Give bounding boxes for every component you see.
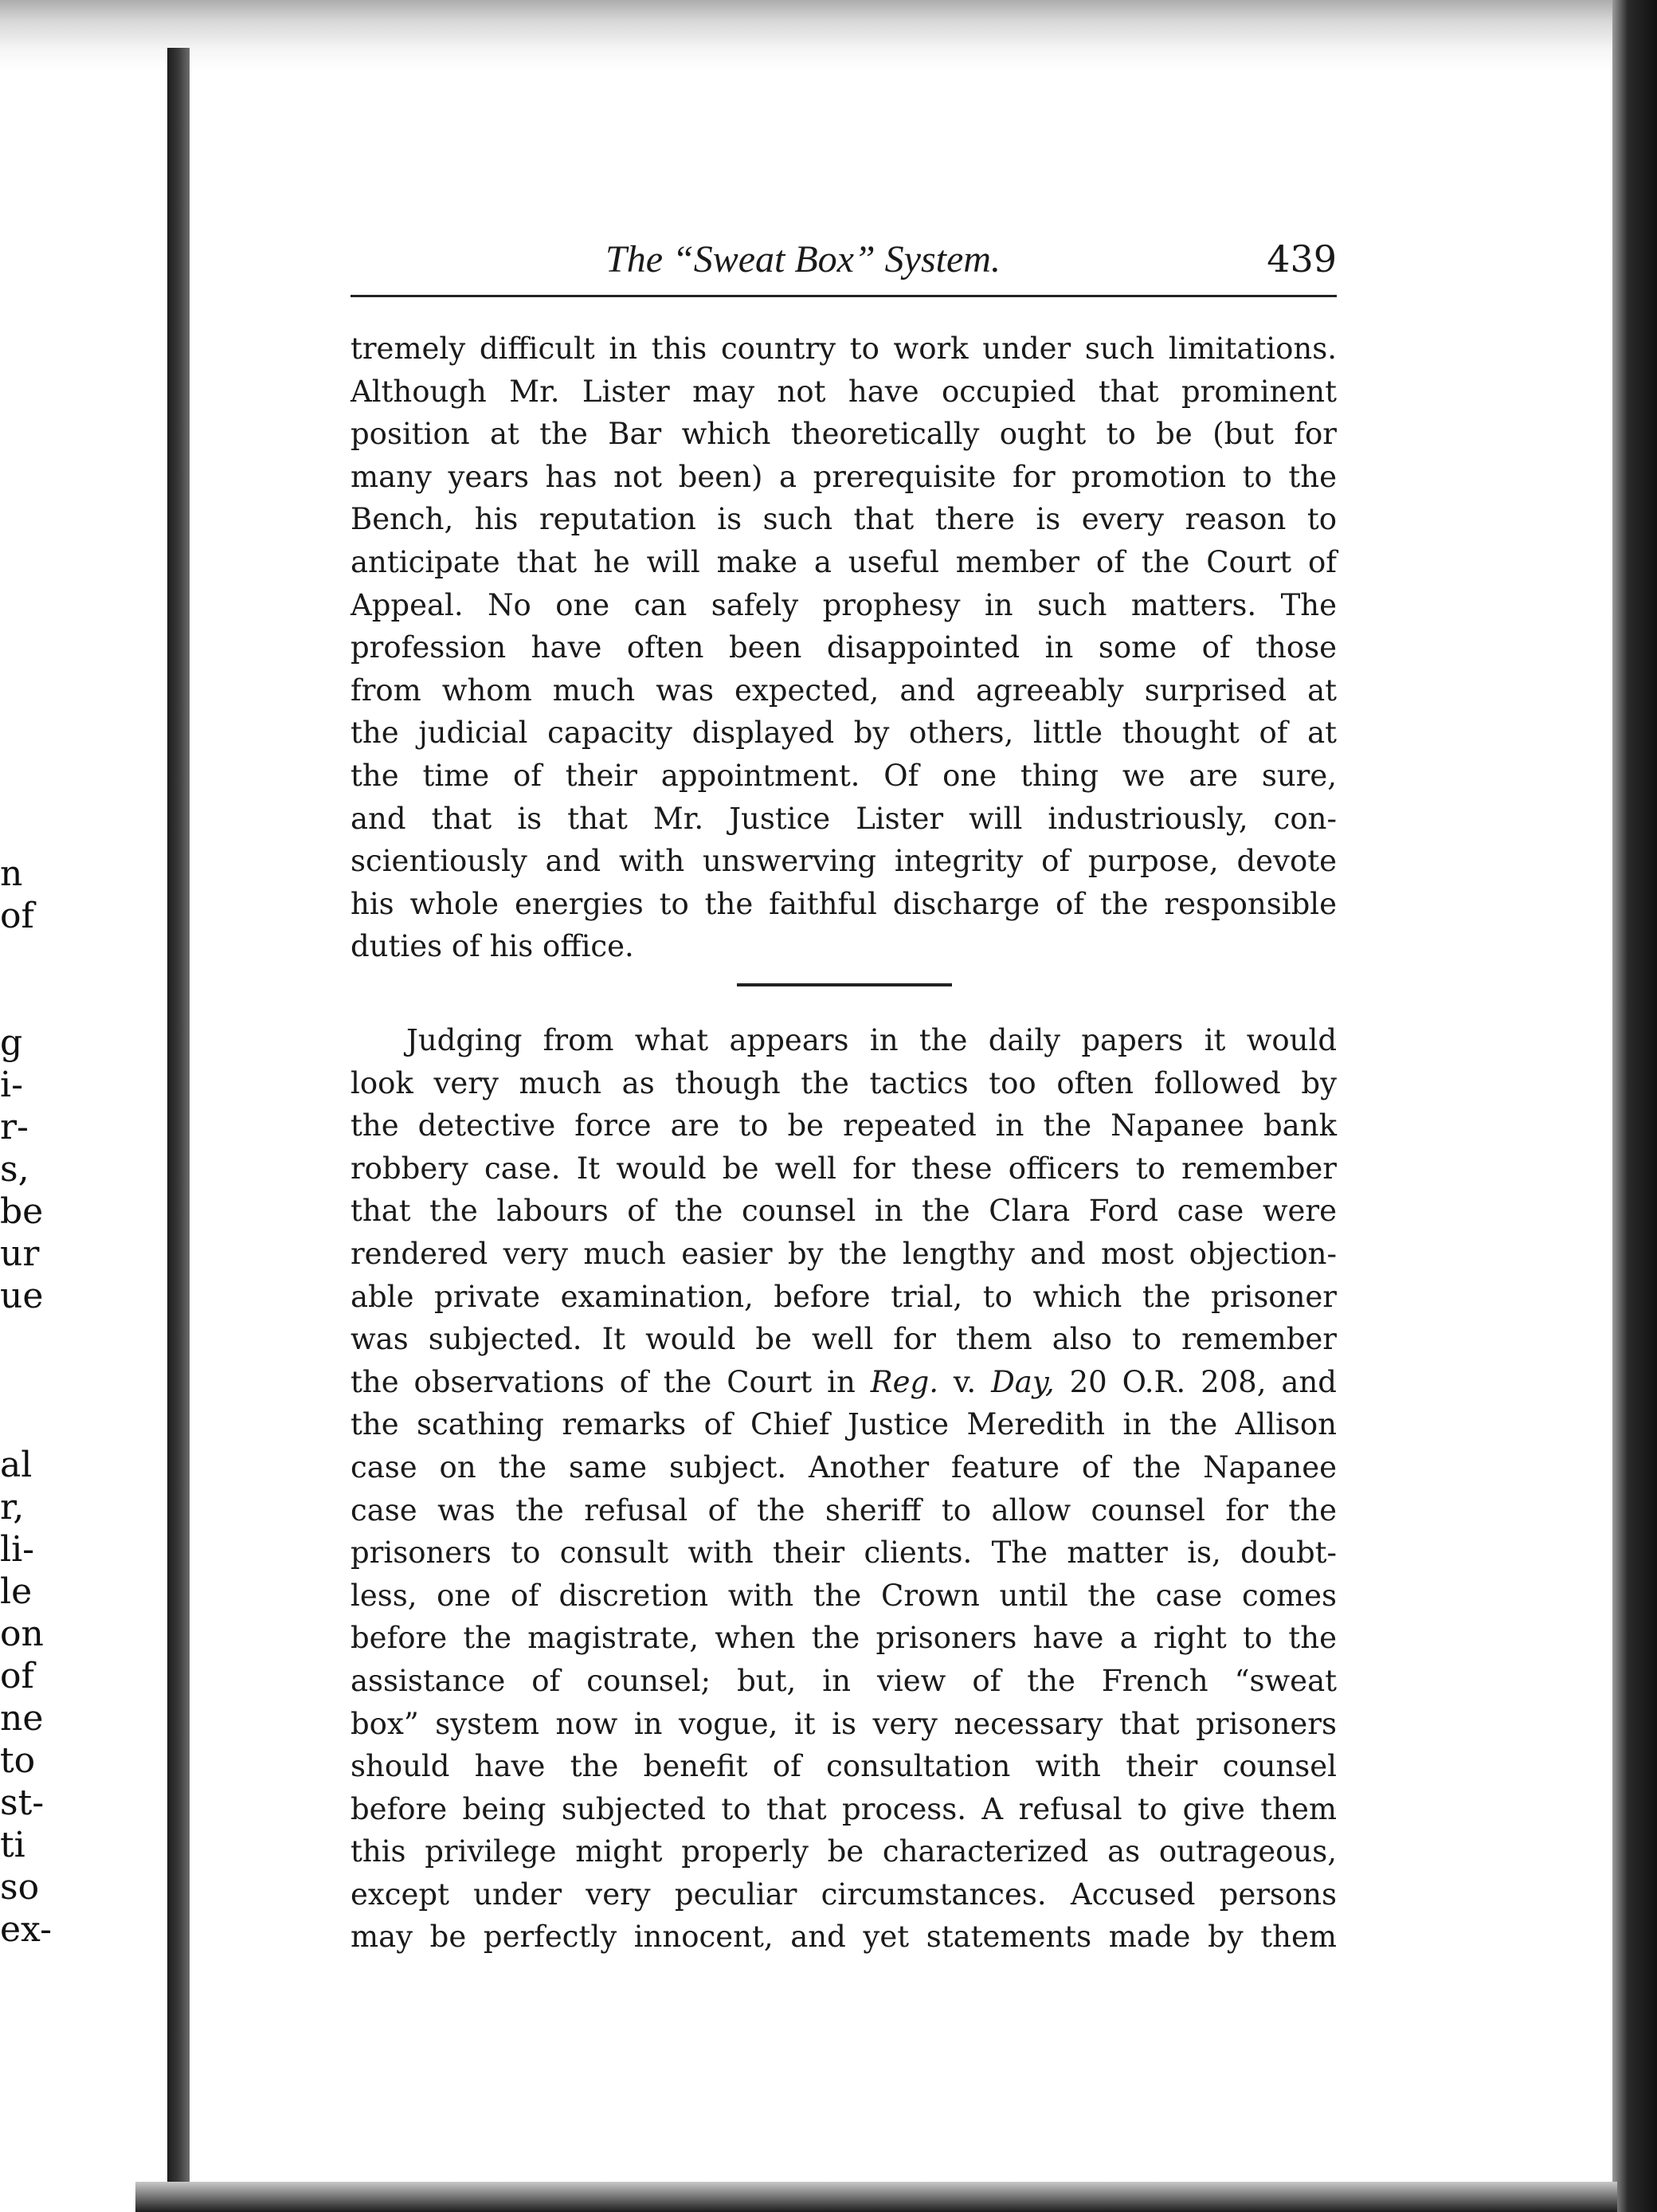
text-line: Bench, his reputation is such that there is every reason to — [351, 502, 1337, 537]
margin-fragment: n — [0, 853, 23, 894]
citation-report: 20 O.R. 208, and — [1054, 1364, 1337, 1399]
text-line: this privilege might properly be characterized as outrageous, — [351, 1834, 1337, 1869]
text-line: box” system now in vogue, it is very necessary that prisoners — [351, 1706, 1337, 1741]
text-line: position at the Bar which theoretically ought to be (but for — [351, 417, 1337, 452]
text-line: except under very peculiar circumstances. Accused persons — [351, 1877, 1337, 1912]
text-line: the judicial capacity displayed by others, little thought of at — [351, 716, 1337, 751]
text-line: the detective force are to be repeated in the Napanee bank — [351, 1108, 1337, 1143]
section-divider — [737, 983, 952, 986]
margin-fragment: of — [0, 896, 34, 936]
margin-fragment: li- — [0, 1529, 35, 1570]
margin-fragment: be — [0, 1191, 44, 1232]
margin-fragment: le — [0, 1571, 33, 1612]
text-line: the scathing remarks of Chief Justice Meredith in the Allison — [351, 1407, 1337, 1442]
text-line: before the magistrate, when the prisoners have a right to the — [351, 1621, 1337, 1656]
text-line: many years has not been) a prerequisite for promotion to the — [351, 459, 1337, 494]
case-name-day: Day, — [991, 1364, 1055, 1399]
margin-fragment: ne — [0, 1698, 44, 1739]
text-line: case on the same subject. Another feature of the Napanee — [351, 1449, 1337, 1484]
text-line: rendered very much easier by the lengthy and most objection- — [351, 1236, 1337, 1271]
margin-fragment: al — [0, 1445, 33, 1485]
text-line: scientiously and with unswerving integrity of purpose, devote — [351, 844, 1337, 879]
text-line: less, one of discretion with the Crown until the case comes — [351, 1578, 1337, 1613]
bottom-page-edge — [135, 2182, 1617, 2212]
citation-text: the observations of the Court in — [351, 1364, 871, 1399]
text-line: his whole energies to the faithful discharge of the responsible — [351, 886, 1337, 921]
margin-fragment: ue — [0, 1276, 44, 1316]
margin-fragment: st- — [0, 1783, 45, 1823]
margin-fragment: of — [0, 1656, 34, 1696]
margin-fragment: on — [0, 1614, 44, 1654]
text-line: Appeal. No one can safely prophesy in such matters. The — [351, 587, 1337, 622]
previous-page-margin-text — [0, 853, 88, 1951]
margin-fragment: s, — [0, 1149, 29, 1190]
text-line: case was the refusal of the sheriff to allow counsel for the — [351, 1492, 1337, 1528]
text-line: duties of his office. — [351, 929, 634, 964]
text-line: was subjected. It would be well for them also to remember — [351, 1322, 1337, 1357]
text-line: prisoners to consult with their clients. The matter is, doubt- — [351, 1535, 1337, 1571]
margin-fragment: ti — [0, 1825, 25, 1865]
margin-fragment: so — [0, 1867, 40, 1908]
text-line: and that is that Mr. Justice Lister will industriously, con- — [351, 801, 1337, 836]
text-line: that the labours of the counsel in the Clara Ford case were — [351, 1194, 1337, 1229]
margin-fragment: i- — [0, 1065, 23, 1105]
scan-top-shadow — [0, 0, 1657, 72]
text-line: before being subjected to that process. A refusal to give them — [351, 1791, 1337, 1826]
text-line: robbery case. It would be well for these officers to remember — [351, 1151, 1337, 1186]
margin-fragment: r- — [0, 1107, 29, 1147]
text-line: able private examination, before trial, to which the prisoner — [351, 1279, 1337, 1314]
running-title: The “Sweat Box” System. — [605, 238, 1001, 280]
margin-fragment: ex- — [0, 1909, 52, 1950]
text-line: look very much as though the tactics too often followed by — [351, 1065, 1337, 1100]
margin-fragment: to — [0, 1740, 36, 1781]
case-name-reg: Reg. — [870, 1364, 938, 1399]
text-line: assistance of counsel; but, in view of the French “sweat — [351, 1663, 1337, 1698]
text-line: should have the benefit of consultation with their counsel — [351, 1749, 1337, 1784]
text-line: Judging from what appears in the daily papers it would — [406, 1023, 1337, 1057]
text-line: anticipate that he will make a useful member of the Court of — [351, 544, 1337, 579]
margin-fragment: g — [0, 1022, 23, 1063]
text-line: Although Mr. Lister may not have occupied that prominent — [351, 374, 1337, 409]
text-line: from whom much was expected, and agreeably surprised at — [351, 673, 1337, 708]
citation-versus: v. — [938, 1364, 992, 1399]
page-number: 439 — [1267, 237, 1337, 280]
margin-fragment: r, — [0, 1487, 25, 1528]
running-header — [351, 231, 1337, 297]
text-line: may be perfectly innocent, and yet statements made by them — [351, 1920, 1337, 1955]
margin-fragment: ur — [0, 1233, 40, 1274]
text-line: tremely difficult in this country to work under such limitations. — [351, 331, 1337, 366]
right-page-edge — [1612, 0, 1657, 2212]
paragraph-sweat-box — [351, 1019, 1337, 1959]
text-line: the time of their appointment. Of one thing we are sure, — [351, 758, 1337, 793]
paragraph-lister — [351, 327, 1337, 968]
text-line-citation — [351, 1361, 1337, 1404]
text-line: profession have often been disappointed in some of those — [351, 630, 1337, 665]
book-gutter-shadow — [167, 48, 190, 2199]
